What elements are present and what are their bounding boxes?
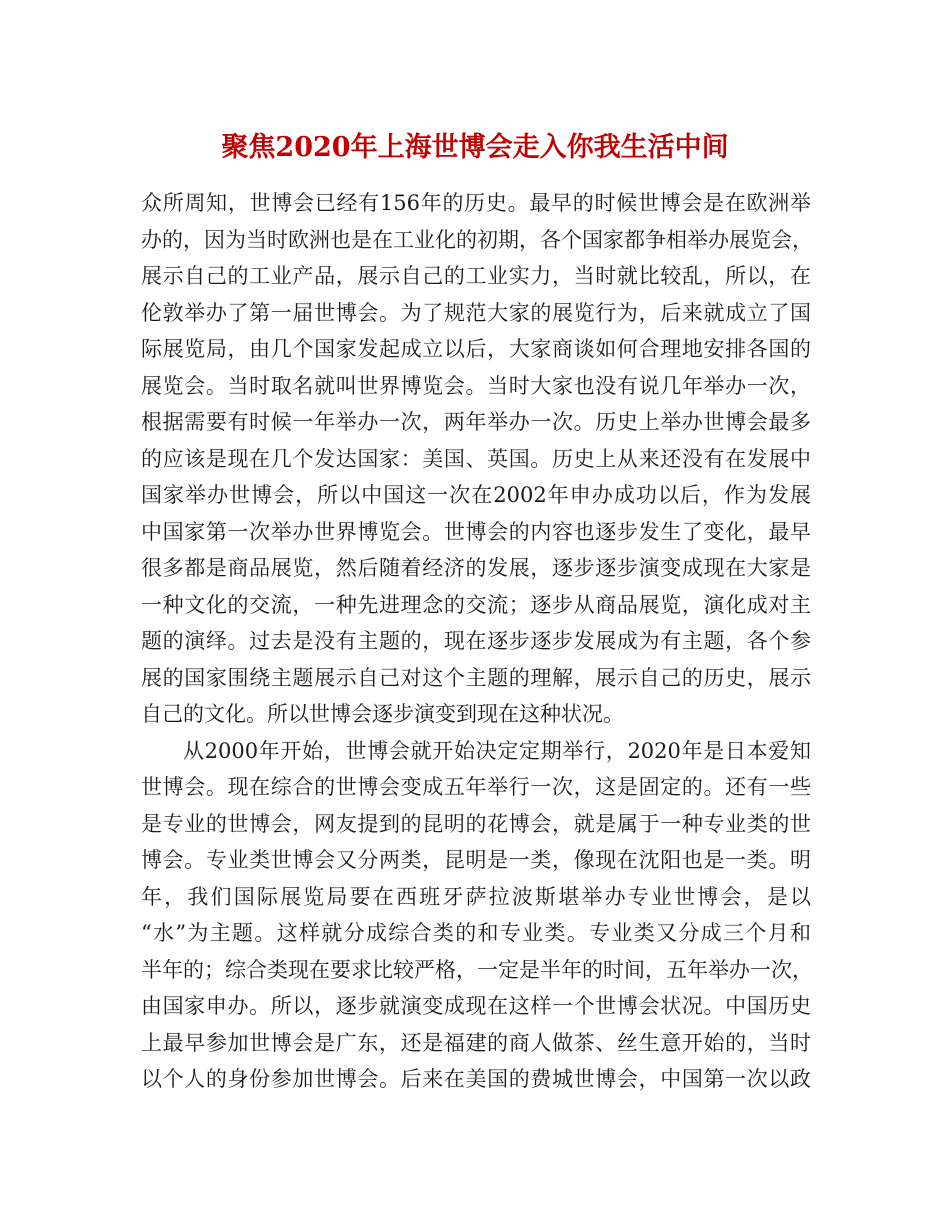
text-line: 上最早参加世博会是广东，还是福建的商人做茶、丝生意开始的，当时 — [141, 1030, 811, 1055]
text-line: 际展览局，由几个国家发起成立以后，大家商谈如何合理地安排各国的 — [141, 337, 811, 361]
text-line: 展的国家围绕主题展示自己对这个主题的理解，展示自己的历史，展示 — [141, 665, 811, 690]
text-line: 根据需要有时候一年举办一次，两年举办一次。历史上举办世博会最多 — [141, 410, 811, 434]
text-line: “水”为主题。这样就分成综合类的和专业类。专业类又分成三个月和 — [141, 921, 811, 945]
paragraph-2 — [141, 733, 811, 1098]
text-line: 年，我们国际展览局要在西班牙萨拉波斯堪举办专业世博会，是以 — [141, 884, 811, 909]
text-line: 办的，因为当时欧洲也是在工业化的初期，各个国家都争相举办展览会， — [141, 227, 813, 252]
text-line: 由国家申办。所以，逐步就演变成现在这样一个世博会状况。中国历史 — [141, 994, 811, 1018]
paragraph-1 — [141, 185, 811, 733]
text-line: 众所周知，世博会已经有156年的历史。最早的时候世博会是在欧洲举 — [141, 191, 811, 215]
text-line: 很多都是商品展览，然后随着经济的发展，逐步逐步演变成现在大家是 — [141, 556, 811, 580]
text-line: 是专业的世博会，网友提到的昆明的花博会，就是属于一种专业类的世 — [141, 811, 811, 836]
document-title: 聚焦2020年上海世博会走入你我生活中间 — [221, 132, 729, 163]
text-line: 自己的文化。所以世博会逐步演变到现在这种状况。 — [141, 702, 624, 726]
document-body — [141, 185, 811, 1098]
text-line: 半年的；综合类现在要求比较严格，一定是半年的时间，五年举办一次， — [141, 957, 813, 982]
text-line: 题的演绎。过去是没有主题的，现在逐步逐步发展成为有主题，各个参 — [141, 629, 811, 653]
text-line: 展览会。当时取名就叫世界博览会。当时大家也没有说几年举办一次， — [141, 373, 811, 398]
text-line: 中国家第一次举办世界博览会。世博会的内容也逐步发生了变化，最早 — [141, 519, 811, 544]
text-line: 一种文化的交流，一种先进理念的交流；逐步从商品展览，演化成对主 — [141, 592, 811, 617]
text-line: 的应该是现在几个发达国家：美国、英国。历史上从来还没有在发展中 — [141, 446, 811, 471]
text-line: 世博会。现在综合的世博会变成五年举行一次，这是固定的。还有一些 — [141, 775, 811, 799]
text-line: 从2000年开始，世博会就开始决定定期举行，2020年是日本爱知 — [183, 738, 811, 763]
text-line: 国家举办世博会，所以中国这一次在2002年申办成功以后，作为发展 — [141, 483, 811, 507]
text-line: 伦敦举办了第一届世博会。为了规范大家的展览行为，后来就成立了国 — [141, 300, 811, 325]
text-line: 展示自己的工业产品，展示自己的工业实力，当时就比较乱，所以，在 — [141, 264, 811, 288]
text-line: 博会。专业类世博会又分两类，昆明是一类，像现在沈阳也是一类。明 — [141, 848, 811, 872]
text-line: 以个人的身份参加世博会。后来在美国的费城世博会，中国第一次以政 — [141, 1067, 811, 1091]
